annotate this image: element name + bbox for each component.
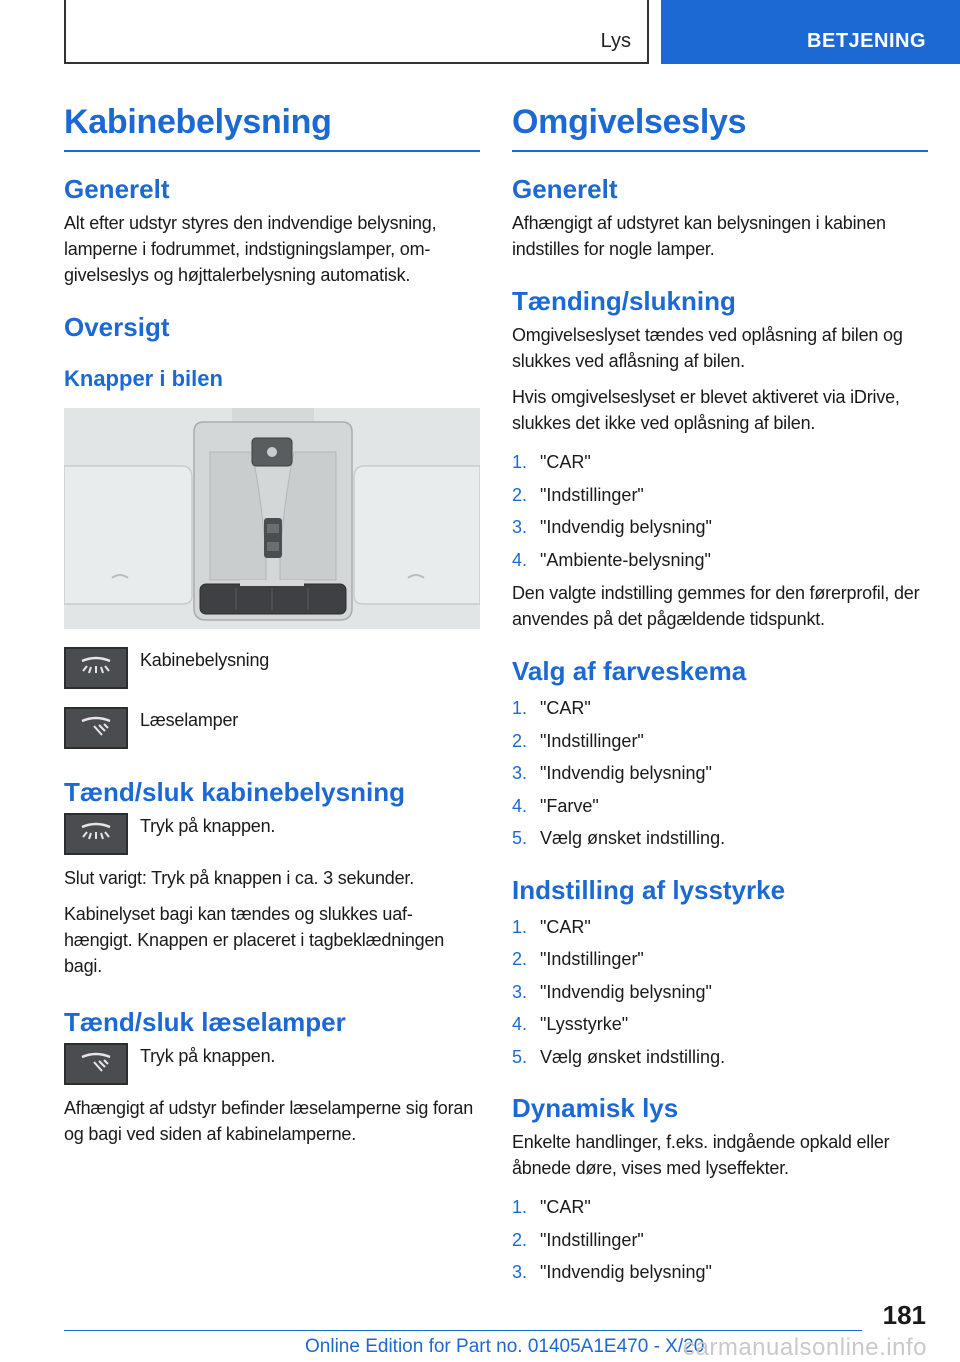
header-section: BETJENING (807, 30, 926, 52)
list-item: 2. "Indstillinger" (512, 484, 644, 505)
heading-taending-slukning: Tænding/slukning (512, 286, 736, 316)
list-item: 5. Vælg ønsket indstilling. (512, 828, 726, 848)
omg-generelt-text: Afhængigt af udstyret kan belysningen i kabinen indstilles for nogle lamper. (512, 213, 886, 259)
reading-light-icon (64, 1043, 128, 1085)
list-item: 3. "Indvendig belysning" (512, 981, 712, 1002)
heading-indstilling-af-lysstyrke: Indstilling af lysstyrke (512, 874, 786, 905)
legend-label-reading-light: Læselamper (140, 710, 239, 730)
legend-row-reading-light (64, 707, 480, 749)
cabin-light-icon (64, 813, 128, 855)
list-item: 3. "Indvendig belysning" (512, 517, 712, 537)
list-item: 2. "Indstillinger" (512, 949, 644, 969)
heading-generelt: Generelt (64, 174, 170, 204)
generelt-text: Alt efter udstyr styres den indvendige belysning, lamperne i fodrummet, indstigningslamper, om-givelseslys og højttalerbelysning automatisk. (64, 213, 437, 285)
list-item: 2. "Indstillinger" (512, 1229, 644, 1250)
right-column (512, 100, 928, 1289)
legend-row-cabin-light (64, 647, 480, 689)
heading-dynamisk-lys: Dynamisk lys (512, 1093, 679, 1123)
footer-divider (64, 1330, 862, 1331)
list-item: 4. "Lysstyrke" (512, 1014, 629, 1034)
dynamisk-steps (512, 1191, 928, 1289)
page-number: 181 (882, 1300, 926, 1330)
heading-taend-sluk-kabinebelysning: Tænd/sluk kabinebelysning (64, 777, 405, 807)
heading-valg-af-farveskema: Valg af farveskema (512, 656, 747, 686)
list-item: 4. "Farve" (512, 795, 599, 816)
list-item: 1. "CAR" (512, 452, 591, 472)
kabine-p2: Kabinelyset bagi kan tændes og slukkes uaf-hængigt. Knappen er placeret i tagbeklædningen bagi. (64, 904, 445, 976)
taending-p1: Omgivelseslyset tændes ved oplåsning af bilen og slukkes ved aflåsning af bilen. (512, 325, 903, 371)
dynamisk-text: Enkelte handlinger, f.eks. indgående opkald eller åbnede døre, vises med lyseffekter. (512, 1132, 890, 1178)
header-chapter: Lys (600, 30, 631, 52)
heading-knapper-i-bilen: Knapper i bilen (64, 366, 223, 391)
heading-oversigt: Oversigt (64, 312, 170, 342)
kabine-p1: Slut varigt: Tryk på knappen i ca. 3 sekunder. (64, 868, 415, 888)
watermark: carmanualsonline.info (683, 1334, 927, 1361)
instruction-row-reading (64, 1043, 480, 1085)
header-chapter-box (64, 0, 649, 64)
left-column (64, 100, 480, 1147)
list-item: 1. "CAR" (512, 698, 591, 718)
edition-text: Online Edition for Part no. 01405A1E470 - X/20 (305, 1336, 705, 1357)
taending-p3: Den valgte indstilling gemmes for den førerprofil, der anvendes på det pågældende tidspunkt. (512, 583, 920, 629)
section-title-kabinebelysning: Kabinebelysning (64, 100, 480, 152)
farveskema-steps (512, 692, 928, 855)
list-item: 1. "CAR" (512, 916, 591, 937)
list-item: 3. "Indvendig belysning" (512, 763, 712, 783)
cabin-light-icon (64, 647, 128, 689)
lysstyrke-steps (512, 911, 928, 1074)
heading-taend-sluk-laeselamper: Tænd/sluk læselamper (64, 1007, 346, 1037)
list-item: 1. "CAR" (512, 1197, 591, 1217)
section-title-omgivelseslys: Omgivelseslys (512, 100, 928, 152)
list-item: 4. "Ambiente-belysning" (512, 549, 711, 570)
list-item: 5. Vælg ønsket indstilling. (512, 1046, 726, 1067)
taending-steps (512, 446, 928, 576)
laese-p1: Afhængigt af udstyr befinder læselamperne sig foran og bagi ved siden af kabinelamperne. (64, 1098, 474, 1144)
legend-label-cabin-light: Kabinebelysning (140, 650, 270, 670)
reading-light-icon (64, 707, 128, 749)
taending-p2: Hvis omgivelseslyset er blevet aktiveret via iDrive, slukkes det ikke ved oplåsning af bilen. (512, 387, 900, 433)
heading-generelt: Generelt (512, 174, 618, 204)
header-section-tab (661, 0, 960, 64)
instruction-row-cabin (64, 813, 480, 855)
overhead-console-photo (64, 408, 480, 629)
list-item: 3. "Indvendig belysning" (512, 1262, 712, 1282)
instruction-press-button: Tryk på knappen. (140, 816, 276, 836)
instruction-press-button: Tryk på knappen. (140, 1046, 276, 1066)
list-item: 2. "Indstillinger" (512, 730, 644, 751)
